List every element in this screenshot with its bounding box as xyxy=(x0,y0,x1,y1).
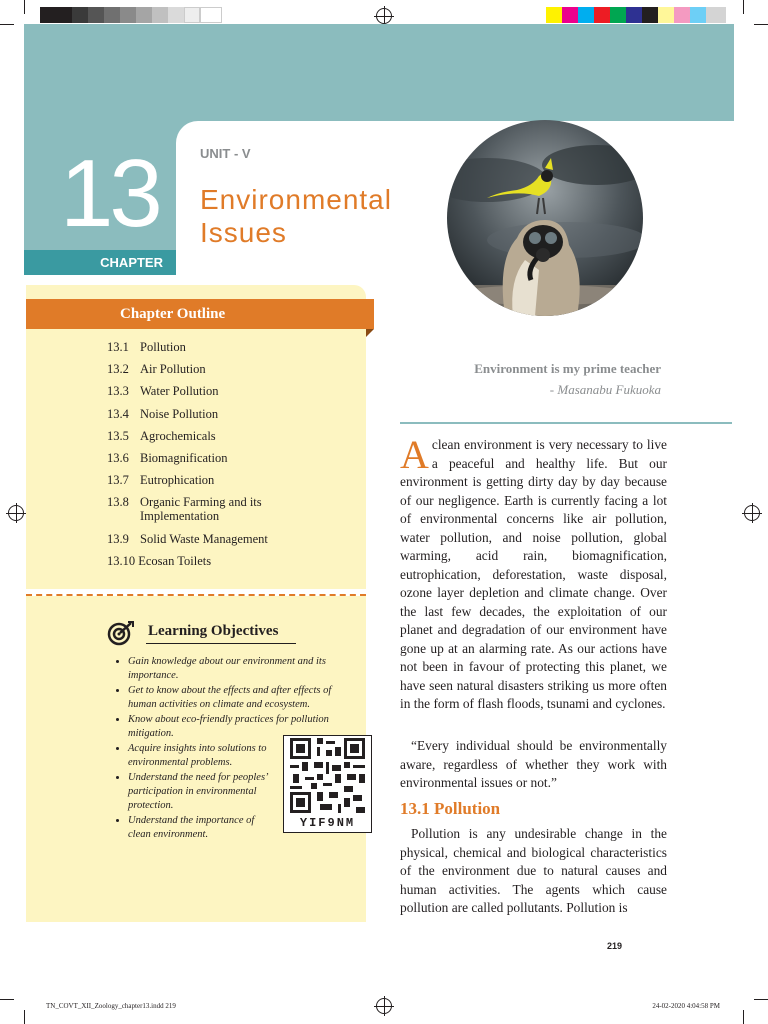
pollution-paragraph: Pollution is any undesirable change in the physical, chemical and biological characteristics of the environment due to natural causes and human activities. The agents which cause pollution are called pollutants. Pollution is xyxy=(400,826,667,915)
outline-item-text: Water Pollution xyxy=(140,384,219,398)
page-number: 219 xyxy=(606,941,622,951)
chapter-number: 13 xyxy=(60,140,159,247)
file-slug: TN_COVT_XII_Zoology_chapter13.indd 219 xyxy=(46,1002,176,1010)
qr-code-pattern xyxy=(290,738,365,813)
outline-item-number: 13.8 xyxy=(107,495,129,509)
outline-item-number: 13.6 xyxy=(107,451,129,465)
outline-item-number: 13.4 xyxy=(107,407,129,421)
quote-paragraph: “Every individual should be environmentally aware, regardless of whether they work with environmental issues or not.” xyxy=(400,738,667,790)
outline-item-number: 13.5 xyxy=(107,429,129,443)
panel-dashed-border xyxy=(26,594,366,596)
outline-item-number: 13.1 xyxy=(107,340,129,354)
outline-item-text: Eutrophication xyxy=(140,473,215,487)
qr-code[interactable] xyxy=(283,735,372,833)
learning-objectives-heading: Learning Objectives xyxy=(148,623,279,639)
objective-item: • Get to know about the effects and after effects of human activities on climate and ecosystem. xyxy=(128,684,346,712)
chapter-label: CHAPTER xyxy=(24,250,176,275)
outline-item-text: Noise Pollution xyxy=(140,407,219,421)
outline-item-text xyxy=(107,554,257,568)
print-timestamp: 24-02-2020 4:04:58 PM xyxy=(652,1002,720,1010)
chapter-outline-heading: Chapter Outline xyxy=(26,299,374,329)
registration-mark-top xyxy=(376,8,392,24)
outline-item-number: 13.9 xyxy=(107,532,129,546)
qr-code-text: YIF9NM xyxy=(299,816,356,830)
objective-item: • Gain knowledge about our environment and its importance. xyxy=(128,655,346,683)
chapter-title xyxy=(200,183,392,249)
drop-cap: A xyxy=(400,432,429,477)
outline-item-text: Biomagnification xyxy=(140,451,228,465)
epigraph-quote: Environment is my prime teacher xyxy=(474,361,661,376)
outline-item-number: 13.3 xyxy=(107,384,129,398)
registration-mark-bottom xyxy=(376,998,392,1014)
outline-item-text: Organic Farming and its Implementation xyxy=(140,495,262,523)
target-icon xyxy=(106,620,136,646)
outline-item-text: Agrochemicals xyxy=(140,429,216,443)
objective-item: • Understand the need for peoples’ participation in environmental protection. xyxy=(128,771,278,813)
registration-mark-left xyxy=(8,505,24,521)
outline-item-text: Solid Waste Management xyxy=(140,532,268,546)
outline-item-number: 13.7 xyxy=(107,473,129,487)
heading-fold-corner xyxy=(366,329,374,337)
section-heading: 13.1 Pollution xyxy=(400,799,501,818)
epigraph-author: - Masanabu Fukuoka xyxy=(549,382,661,397)
gas-mask-animals-illustration xyxy=(447,120,643,316)
chapter-title-line-1: Environmental xyxy=(200,184,392,215)
registration-mark-right xyxy=(744,505,760,521)
outline-item-text-inline: Ecosan Toilets xyxy=(138,554,212,568)
outline-item-number: 13.10 xyxy=(107,554,136,568)
divider-rule xyxy=(400,422,732,424)
intro-paragraph xyxy=(400,432,667,714)
chapter-title-line-2: Issues xyxy=(200,217,287,248)
outline-item-number: 13.2 xyxy=(107,362,129,376)
unit-label: UNIT - V xyxy=(200,146,251,161)
outline-item-text: Pollution xyxy=(140,340,186,354)
outline-item-text: Air Pollution xyxy=(140,362,206,376)
objective-item: • Acquire insights into solutions to environmental problems. xyxy=(128,742,278,770)
objective-item: • Know about eco-friendly practices for pollution mitigation. xyxy=(128,713,346,741)
heading-underline xyxy=(146,643,296,644)
objective-item: • Understand the importance of clean environment. xyxy=(128,814,273,842)
intro-paragraph-text: clean environment is very necessary to live a peaceful and healthy life. But our environment is getting dirty day by day because of our negligence. Earth is currently facing a lot of environmental concerns like air pollution, water pollution, and noise pollution, global warming, acid rain, biomagnification, eutrophication, deforestation, waste disposal, ozone layer depletion and climate change. Over the last few decades, the exploitation of our planet and degradation of our environment have gone up at an alarming rate. As our actions have not been in favour of protecting this planet, we have seen natural disasters striking us more often in the form of flash floods, tsunami and cyclones. xyxy=(400,437,667,711)
chapter-photo xyxy=(447,120,643,316)
